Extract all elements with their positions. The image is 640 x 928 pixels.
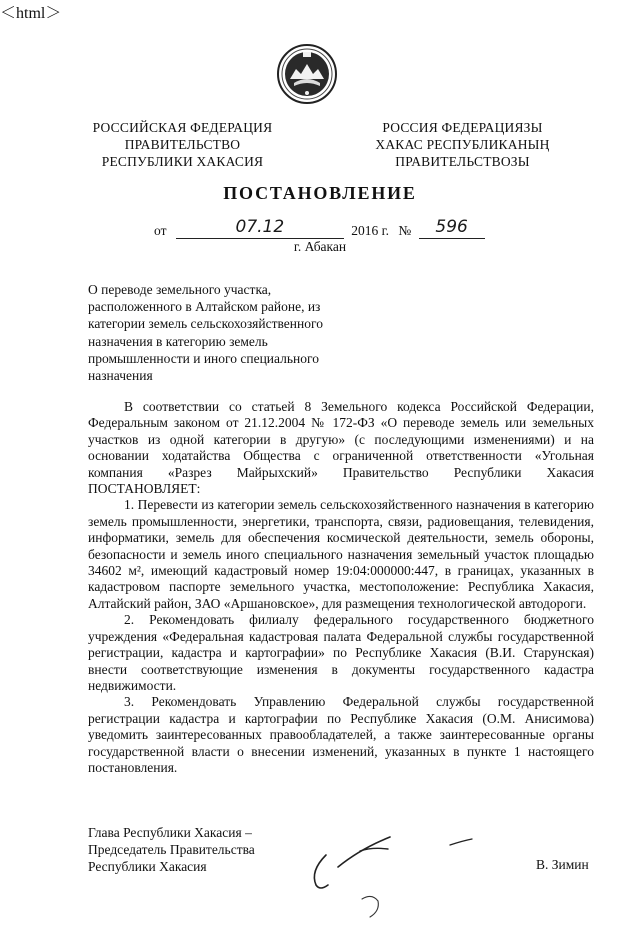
subject-line-4: назначения в категорию земель <box>88 333 268 349</box>
handwritten-number: 596 <box>435 217 468 237</box>
subject-line-1: О переводе земельного участка, <box>88 282 272 297</box>
position-line-2: Председатель Правительства <box>88 842 255 857</box>
clause-2-paragraph: 2. Рекомендовать филиалу федерального государственного бюджетного учреждения «Федеральная кадастровая палата Федеральной службы государственной регистрации, кадастра и картографии» по Республике Хакасия (В.И. Старунская) внести соответствующие изменения в документы государственного кадастра недвижимости. <box>88 612 594 693</box>
position-line-1: Глава Республики Хакасия – <box>88 825 252 840</box>
number-sign: № <box>398 223 412 238</box>
header-right-line-1: РОССИЯ ФЕДЕРАЦИЯЗЫ <box>382 120 543 135</box>
header-khakas <box>360 119 565 170</box>
header-right-line-2: ХАКАС РЕСПУБЛИКАНЫҢ <box>375 137 550 152</box>
clause-3-paragraph: 3. Рекомендовать Управлению Федеральной службы государственной регистрации кадастра и картографии по Республике Хакасия (О.М. Анисимова) уведомить заинтересованных правообладателей, а также заинтересованные органы государственной власти о внесении изменений, указанных в пункте 1 настоящего постановления. <box>88 694 594 775</box>
number-blank <box>419 217 485 239</box>
header-left-line-1: РОССИЙСКАЯ ФЕДЕРАЦИЯ <box>92 120 273 135</box>
handwritten-date: 07.12 <box>235 217 285 237</box>
header-russian <box>80 119 285 170</box>
date-line <box>154 217 485 239</box>
signatory-position <box>88 824 288 875</box>
position-line-3: Республики Хакасия <box>88 859 207 874</box>
clause-1-paragraph: 1. Перевести из категории земель сельскохозяйственного назначения в категорию земель промышленности, энергетики, транспорта, связи, радиовещания, телевидения, информатики, земель для обеспечения космической деятельности, земель обороны, безопасности и земель иного специального назначения земельный участок площадью 34602 м², имеющий кадастровый номер 19:04:000000:447, в границах, указанных в кадастровом паспорте земельного участка, местоположение: Республика Хакасия, Алтайский район, ЗАО «Аршановское», для размещения технологической автодороги. <box>88 497 594 611</box>
document-page <box>0 23 640 928</box>
document-body <box>88 399 594 776</box>
subject-line-2: расположенного в Алтайском районе, из <box>88 299 321 315</box>
handwritten-signature-icon <box>300 823 490 923</box>
signatory-name: В. Зимин <box>536 857 589 872</box>
subject-line-5: промышленности и иного специального <box>88 350 319 366</box>
year-text: 2016 г. <box>351 223 389 238</box>
date-from-label: от <box>154 223 167 238</box>
coat-of-arms-emblem-icon <box>276 43 338 105</box>
subject-heading <box>88 281 370 384</box>
subject-line-6: назначения <box>88 368 153 384</box>
city-line: г. Абакан <box>293 239 347 254</box>
date-blank <box>176 217 344 239</box>
preamble-paragraph: В соответствии со статьей 8 Земельного кодекса Российской Федерации, Федеральным законом от 21.12.2004 № 172-ФЗ «О переводе земель или земельных участков из одной категории в другую» (с последующими изменениями) и на основании ходатайства Общества с ограниченной ответственности «Угольная компания «Разрез Майрыхский» Правительство Республики Хакасия ПОСТАНОВЛЯЕТ: <box>88 399 594 497</box>
subject-line-3: категории земель сельскохозяйственного <box>88 316 323 332</box>
header-right-line-3: ПРАВИТЕЛЬСТВОЗЫ <box>395 154 530 169</box>
document-title: ПОСТАНОВЛЕНИЕ <box>223 183 417 203</box>
header-left-line-3: РЕСПУБЛИКИ ХАКАСИЯ <box>101 154 264 169</box>
header-left-line-2: ПРАВИТЕЛЬСТВО <box>124 137 241 152</box>
